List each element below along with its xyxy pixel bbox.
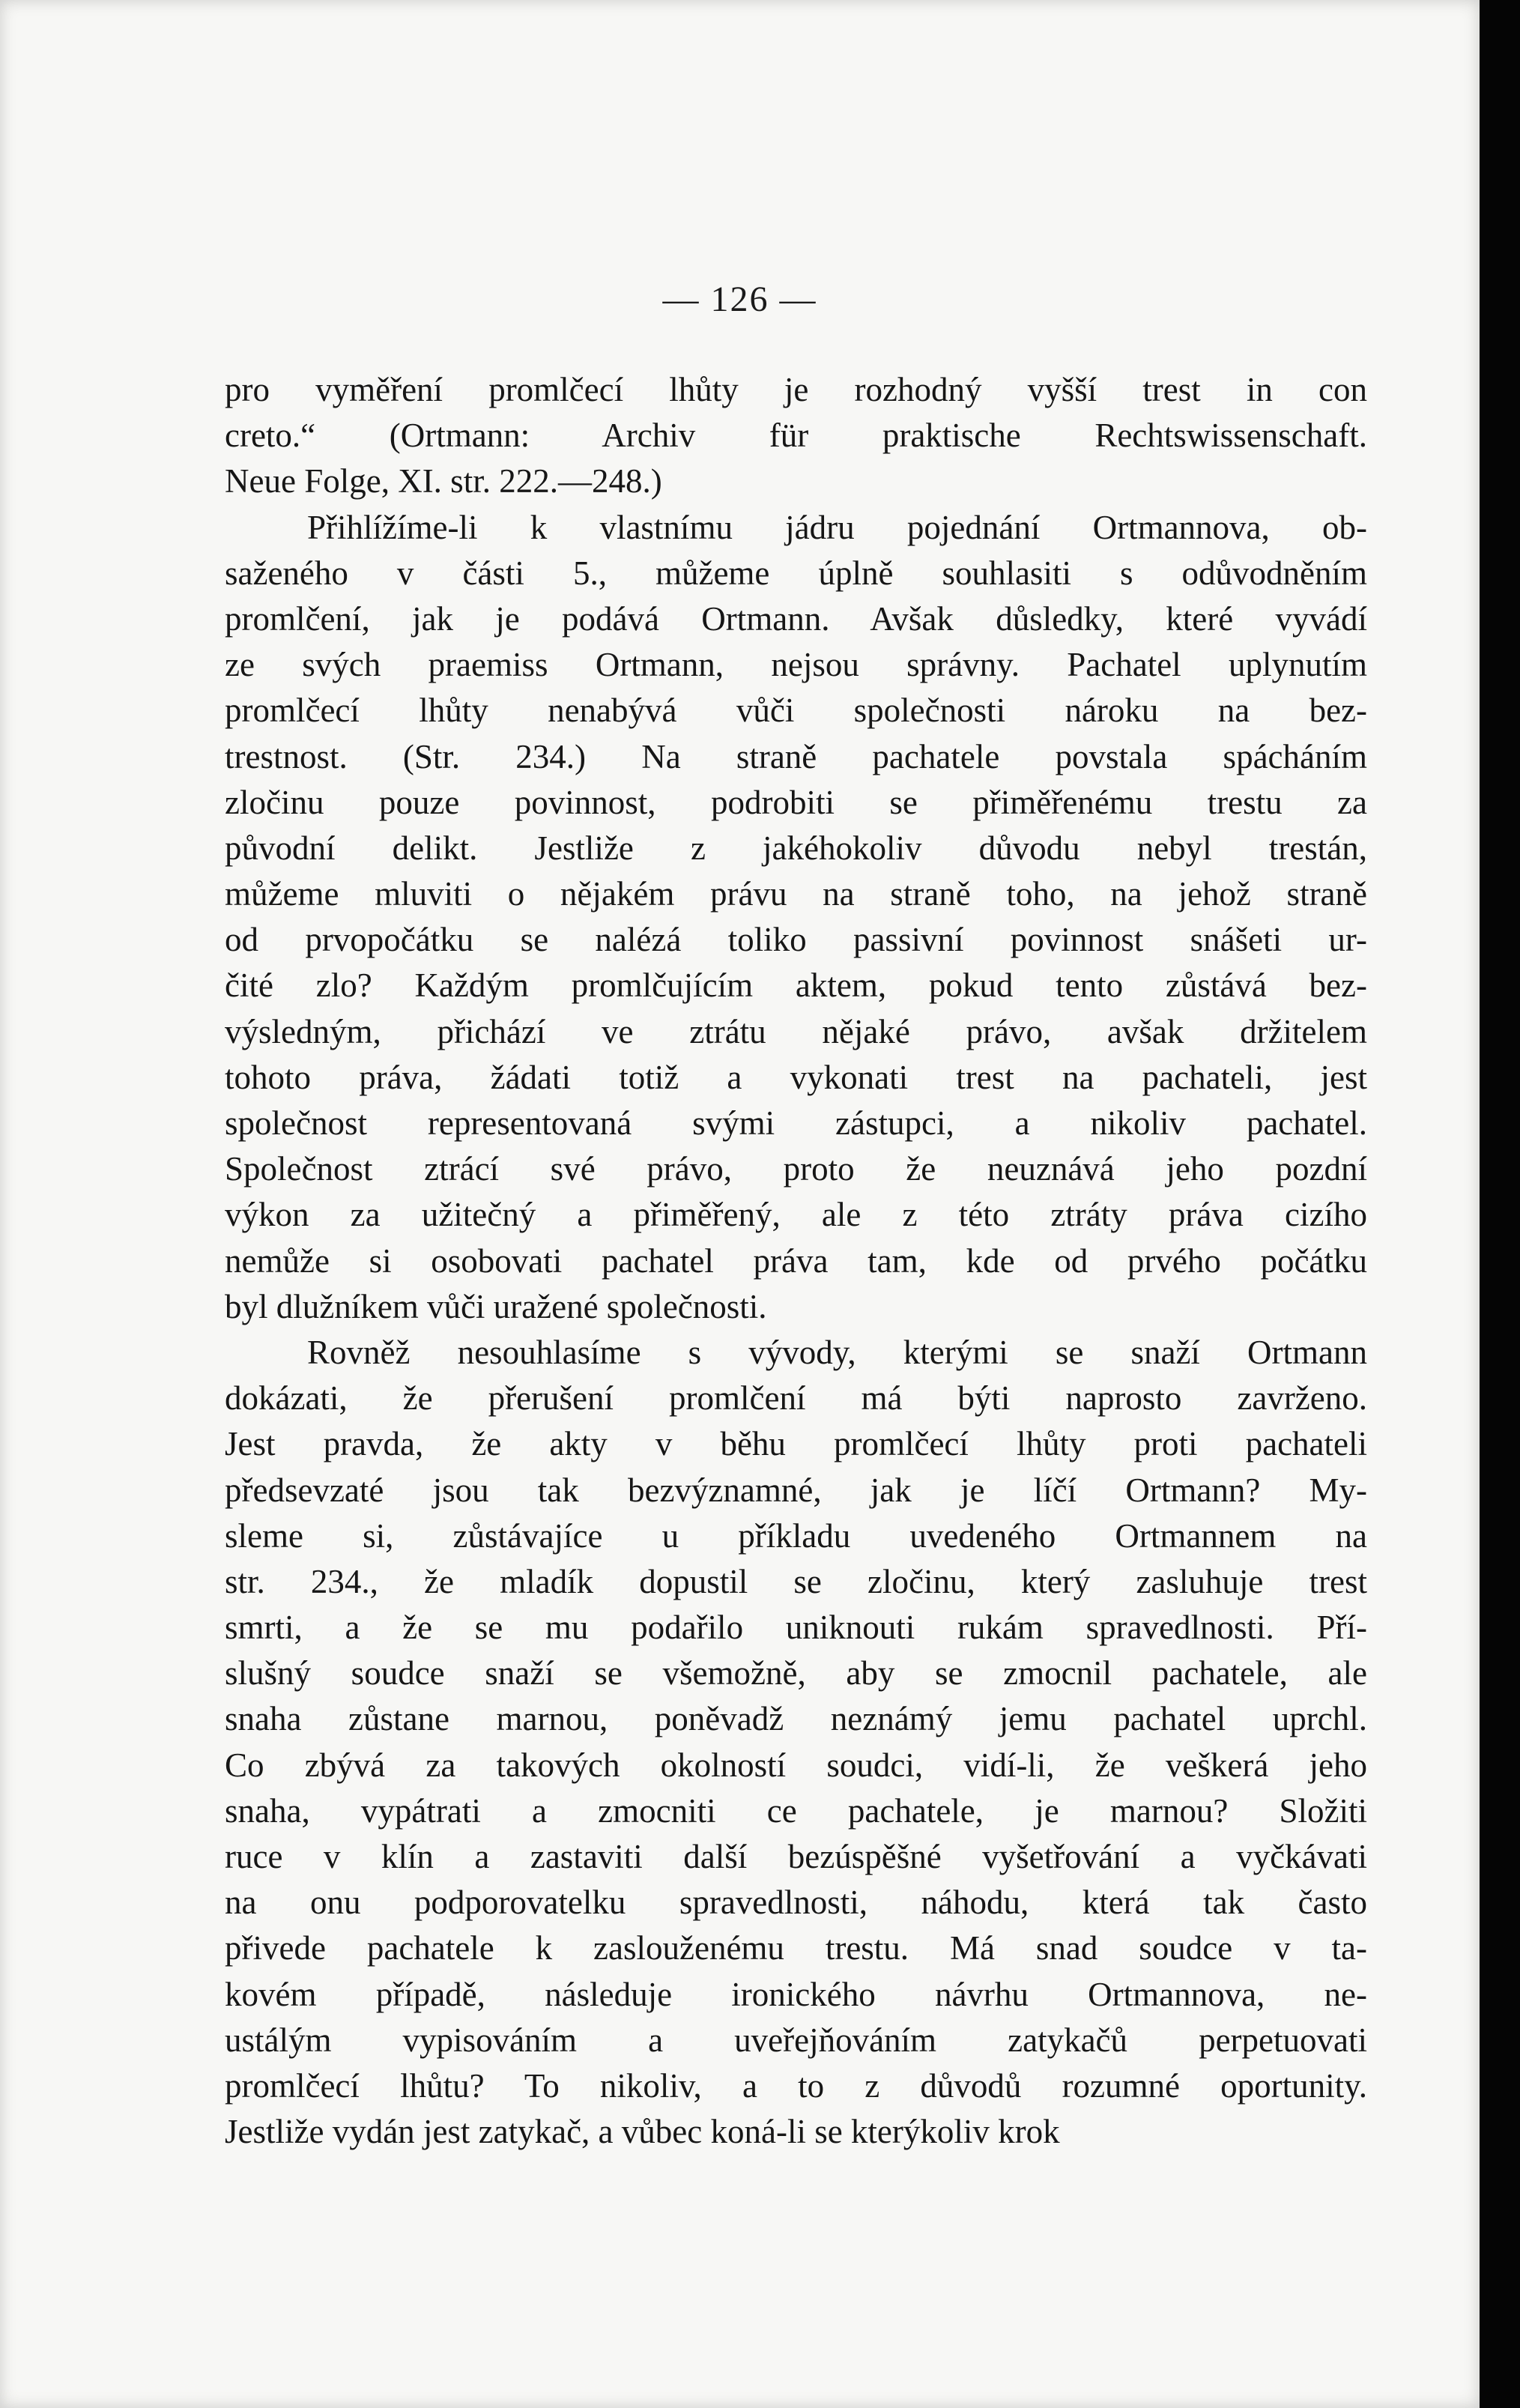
text-line: snaha, vypátrati a zmocniti ce pachatele, je marnou? Složiti bbox=[225, 1791, 1367, 1830]
paragraph bbox=[225, 1330, 1367, 2155]
text-line: creto.“ (Ortmann: Archiv für praktische Rechtswissenschaft. bbox=[225, 417, 1367, 455]
text-line: na onu podporovatelku spravedlnosti, náhodu, která tak často bbox=[225, 1884, 1367, 1922]
text-line: čité zlo? Každým promlčujícím aktem, pokud tento zůstává bez- bbox=[225, 966, 1367, 1005]
text-line: sleme si, zůstávajíce u příkladu uvedeného Ortmannem na bbox=[225, 1516, 1367, 1555]
text-line: přivede pachatele k zaslouženému trestu. Má snad soudce v ta- bbox=[225, 1929, 1367, 1967]
text-line: trestnost. (Str. 234.) Na straně pachatele povstala spácháním bbox=[225, 737, 1367, 775]
text-line: pro vyměření promlčecí lhůty je rozhodný vyšší trest in con bbox=[225, 371, 1367, 408]
text-line: saženého v části 5., můžeme úplně souhlasiti s odůvodněním bbox=[225, 554, 1367, 592]
text-line: kovém případě, následuje ironického návrhu Ortmannova, ne- bbox=[225, 1975, 1367, 2013]
text-line: promlčení, jak je podává Ortmann. Avšak důsledky, které vyvádí bbox=[225, 599, 1367, 638]
text-line: ustálým vypisováním a uveřejňováním zatykačů perpetuovati bbox=[225, 2021, 1367, 2059]
text-line: zločinu pouze povinnost, podrobiti se přiměřenému trestu za bbox=[225, 783, 1367, 821]
text-line: Rovněž nesouhlasíme s vývody, kterými se snaží Ortmann bbox=[307, 1333, 1367, 1371]
text-line: společnost representovaná svými zástupci, a nikoliv pachatel. bbox=[225, 1104, 1367, 1142]
text-line: str. 234., že mladík dopustil se zločinu, který zasluhuje trest bbox=[225, 1562, 1367, 1600]
text-line: tohoto práva, žádati totiž a vykonati trest na pachateli, jest bbox=[225, 1058, 1367, 1096]
body-text bbox=[225, 367, 1367, 2155]
scan-border bbox=[1480, 0, 1520, 2408]
text-line: můžeme mluviti o nějakém právu na straně toho, na jehož straně bbox=[225, 875, 1367, 913]
text-line: dokázati, že přerušení promlčení má býti naprosto zavrženo. bbox=[225, 1379, 1367, 1418]
text-line: původní delikt. Jestliže z jakéhokoliv důvodu nebyl trestán, bbox=[225, 829, 1367, 867]
text-line: od prvopočátku se nalézá toliko passivní povinnost snášeti ur- bbox=[225, 921, 1367, 959]
text-line: ze svých praemiss Ortmann, nejsou správny. Pachatel uplynutím bbox=[225, 646, 1367, 684]
text-line: Co zbývá za takových okolností soudci, vidí-li, že veškerá jeho bbox=[225, 1746, 1367, 1784]
text-line: promlčecí lhůtu? To nikoliv, a to z důvodů rozumné oportunity. bbox=[225, 2066, 1367, 2105]
paragraph bbox=[225, 367, 1367, 505]
text-line: slušný soudce snaží se všemožně, aby se zmocnil pachatele, ale bbox=[225, 1654, 1367, 1692]
text-line: výsledným, přichází ve ztrátu nějaké právo, avšak držitelem bbox=[225, 1012, 1367, 1050]
text-line: byl dlužníkem vůči uražené společnosti. bbox=[225, 1287, 767, 1325]
text-line: snaha zůstane marnou, poněvadž neznámý jemu pachatel uprchl. bbox=[225, 1700, 1367, 1738]
paragraph bbox=[225, 505, 1367, 1330]
text-line: nemůže si osobovati pachatel práva tam, kde od prvého počátku bbox=[225, 1241, 1367, 1280]
text-line: předsevzaté jsou tak bezvýznamné, jak je líčí Ortmann? My- bbox=[225, 1471, 1367, 1509]
page-number: — 126 — bbox=[662, 279, 817, 319]
text-line: Přihlížíme-li k vlastnímu jádru pojednání Ortmannova, ob- bbox=[307, 508, 1367, 546]
text-line: Společnost ztrácí své právo, proto že neuznává jeho pozdní bbox=[225, 1150, 1367, 1188]
text-line: ruce v klín a zastaviti další bezúspěšné vyšetřování a vyčkávati bbox=[225, 1838, 1367, 1875]
text-line: Jestliže vydán jest zatykač, a vůbec koná-li se kterýkoliv krok bbox=[225, 2113, 1060, 2151]
text-line: promlčecí lhůty nenabývá vůči společnosti nároku na bez- bbox=[225, 692, 1367, 730]
text-line: výkon za užitečný a přiměřený, ale z této ztráty práva cizího bbox=[225, 1196, 1367, 1234]
text-line: Jest pravda, že akty v běhu promlčecí lhůty proti pachateli bbox=[225, 1425, 1367, 1463]
text-line: Neue Folge, XI. str. 222.—248.) bbox=[225, 462, 662, 500]
text-line: smrti, a že se mu podařilo uniknouti rukám spravedlnosti. Pří- bbox=[225, 1609, 1367, 1647]
